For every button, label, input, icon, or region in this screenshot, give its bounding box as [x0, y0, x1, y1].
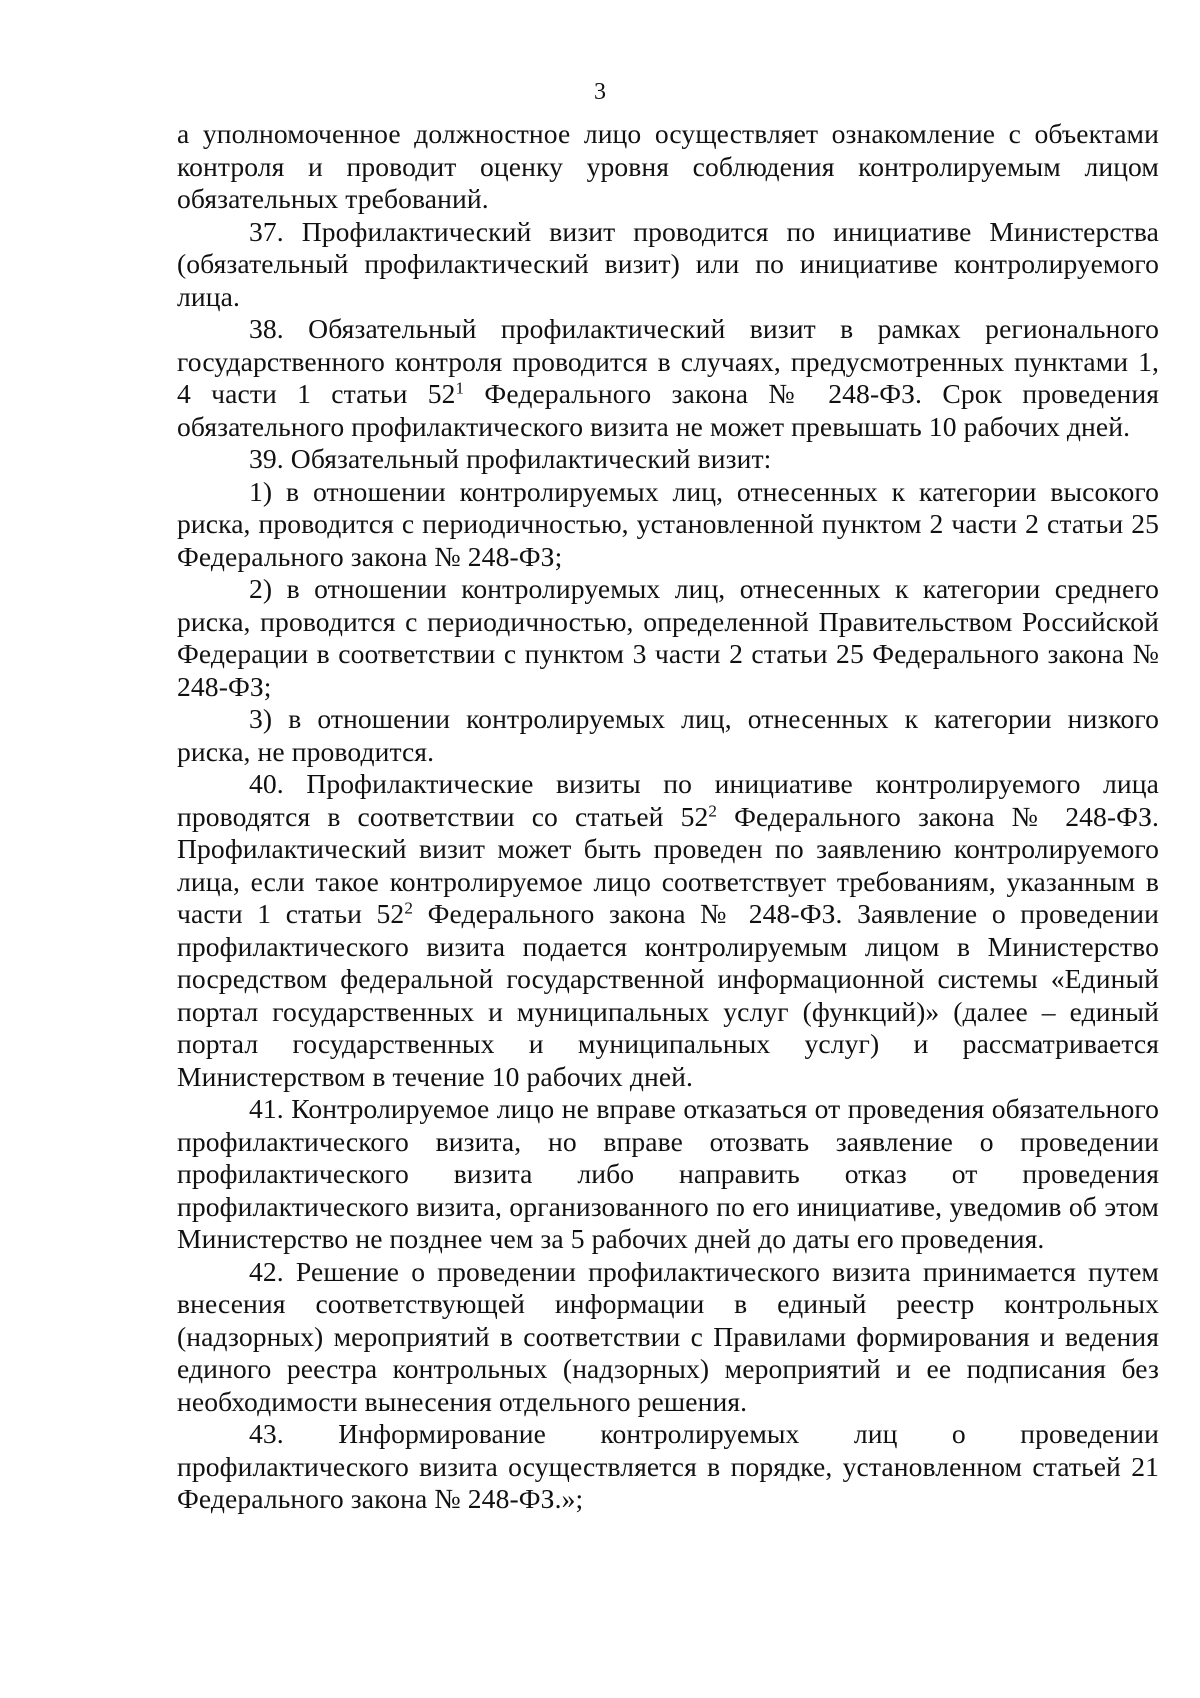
paragraph-40: [177, 768, 1159, 1093]
paragraph-text: 43. Информирование контролируемых лиц о проведении профилактического визита осуществляется в порядке, установленном статьей 21 Федерального закона № 248-ФЗ.»;: [177, 1418, 1159, 1514]
page-number: 3: [594, 79, 606, 105]
paragraph-42: [177, 1256, 1159, 1419]
list-item-2: [177, 573, 1159, 703]
paragraph-text: 41. Контролируемое лицо не вправе отказаться от проведения обязательного профилактического визита, но вправе отозвать заявление о проведении профилактического визита либо направить отказ от проведения профилактического визита, организованного по его инициативе, уведомив об этом Министерство не позднее чем за 5 рабочих дней до даты его проведения.: [177, 1093, 1159, 1254]
paragraph-text: 38. Обязательный профилактический визит в рамках регионального государственного контроля проводится в случаях, предусмотренных пунктами 1, 4 части 1 статьи 52: [177, 313, 1159, 409]
paragraph-text-continued: Федерального закона № 248-ФЗ. Срок проведения обязательного профилактического визита не может превышать 10 рабочих дней.: [177, 378, 1160, 442]
paragraph-41: [177, 1093, 1159, 1256]
paragraph-39: [177, 443, 1159, 476]
paragraph-text: 1) в отношении контролируемых лиц, отнесенных к категории высокого риска, проводится с периодичностью, установленной пунктом 2 части 2 статьи 25 Федерального закона № 248-ФЗ;: [177, 475, 1159, 572]
superscript: 2: [708, 801, 718, 821]
paragraph-text-continued: Федерального закона № 248-ФЗ. Заявление о проведении профилактического визита подается контролируемым лицом в Министерство посредством федеральной государственной информационной системы «Единый портал государственных и муниципальных услуг (функций)» (далее – единый портал государственных и муниципальных услуг) и рассматривается Министерством в течение 10 рабочих дней.: [177, 898, 1160, 1092]
list-item-3: [177, 703, 1159, 768]
list-item-1: [177, 476, 1159, 574]
paragraph-text: 2) в отношении контролируемых лиц, отнесенных к категории среднего риска, проводится с периодичностью, определенной Правительством Российской Федерации в соответствии с пунктом 3 части 2 статьи 25 Федерального закона № 248-ФЗ;: [177, 573, 1159, 702]
paragraph-text: 3) в отношении контролируемых лиц, отнесенных к категории низкого риска, не проводится.: [177, 703, 1159, 767]
paragraph-text: 37. Профилактический визит проводится по инициативе Министерства (обязательный профилактический визит) или по инициативе контролируемого лица.: [177, 215, 1159, 312]
paragraph-text: а уполномоченное должностное лицо осуществляет ознакомление с объектами контроля и проводит оценку уровня соблюдения контролируемым лицом обязательных требований.: [177, 118, 1159, 214]
paragraph-text-continued: Федерального закона № 248-ФЗ. Профилактический визит может быть проведен по заявлению контролируемого лица, если такое контролируемое лицо соответствует требованиям, указанным в части 1 статьи 52: [177, 800, 1160, 929]
paragraph-43: [177, 1418, 1159, 1516]
superscript: 2: [404, 898, 413, 918]
superscript: 1: [455, 378, 465, 398]
paragraph-37: [177, 216, 1159, 314]
paragraph-text: 39. Обязательный профилактический визит:: [249, 443, 772, 474]
paragraph-38: [177, 313, 1159, 443]
document-body: [177, 118, 1159, 1516]
paragraph-continuation: [177, 118, 1159, 216]
paragraph-text: 42. Решение о проведении профилактического визита принимается путем внесения соответствующей информации в единый реестр контрольных (надзорных) мероприятий в соответствии с Правилами формирования и ведения единого реестра контрольных (надзорных) мероприятий и ее подписания без необходимости вынесения отдельного решения.: [177, 1255, 1159, 1417]
paragraph-text: 40. Профилактические визиты по инициативе контролируемого лица проводятся в соответствии со статьей 52: [177, 768, 1159, 832]
